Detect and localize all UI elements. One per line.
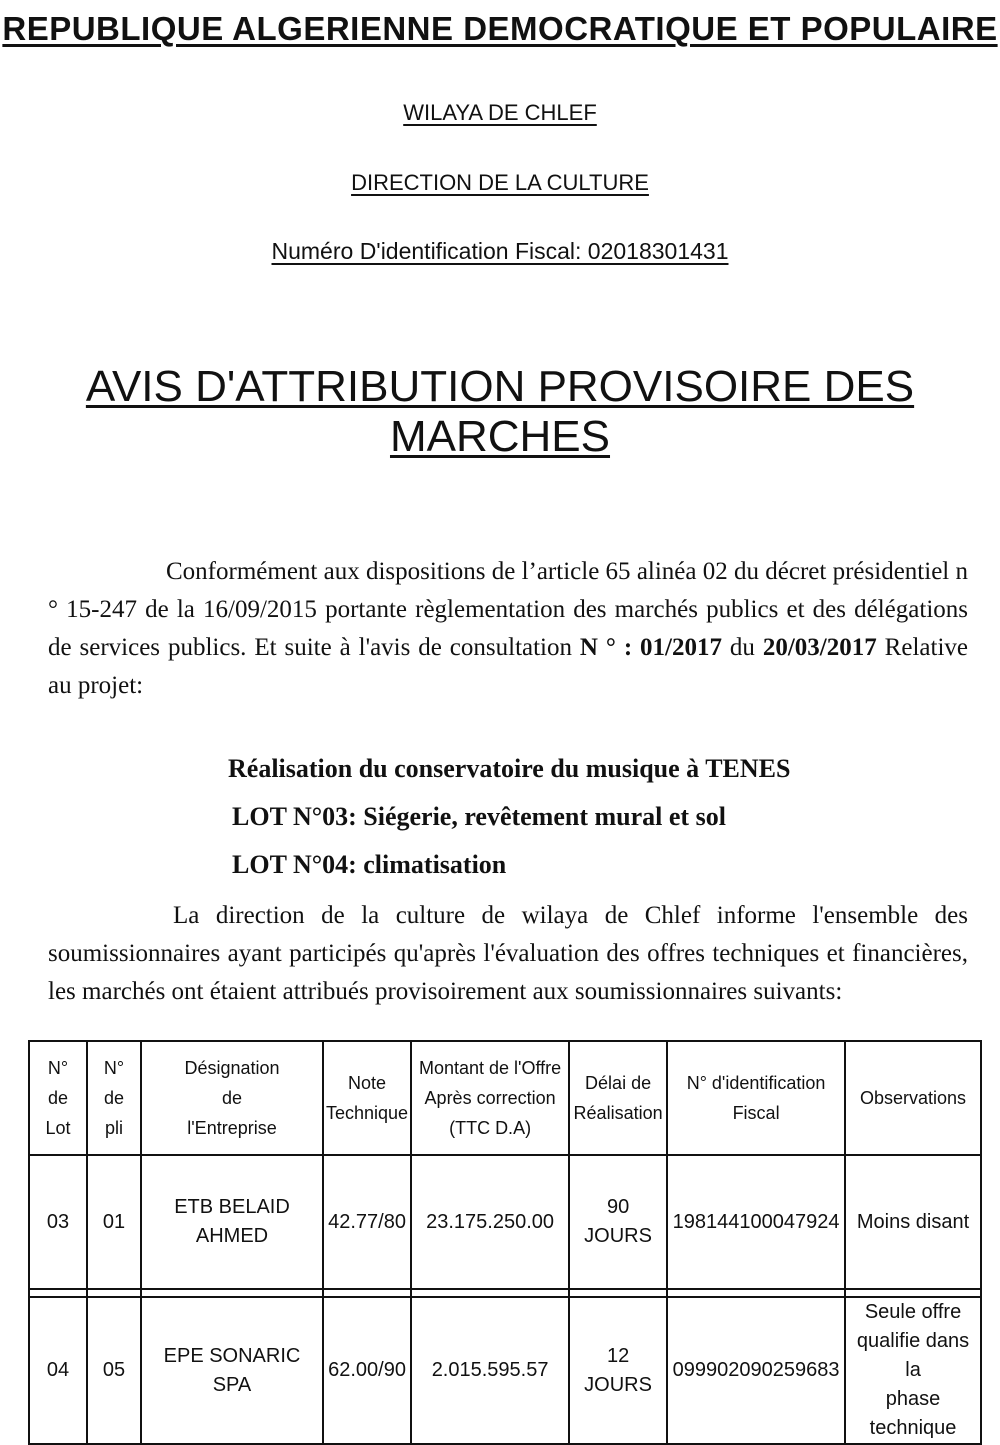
cell-lot: 04 [29,1297,87,1444]
project-lot-3: LOT N°03: Siégerie, revêtement mural et sol [232,802,726,831]
intro-text-a: Conformément aux dispositions de l’article 65 alinéa 02 du décret présidentiel n ° 15-247 de la 16/09/2015 portante règlementation des marchés publics et des délégations de services publics. Et suite à l'avis de consultation [48,558,968,661]
cell-pli: 01 [87,1155,141,1289]
cell-line: qualifie dans la [856,1330,970,1381]
cell-line: Technique [326,1103,409,1123]
direction-heading: DIRECTION DE LA CULTURE [351,170,649,195]
intro-paragraph [48,553,968,705]
cell-delai: 90 JOURS [569,1155,667,1289]
header-observations: Observations [845,1041,981,1155]
cell-pli: 05 [87,1297,141,1444]
cell-line: Lot [45,1118,71,1138]
intro-text-b: du [722,634,763,661]
cell-line: Note [348,1073,387,1093]
cell-line: AHMED [195,1225,269,1247]
cell-line: Moins disant [856,1210,970,1233]
cell-line: de [103,1088,125,1108]
table-row [29,1155,981,1289]
cell-nif: 099902090259683 [667,1297,845,1444]
cell-line: Désignation [184,1058,280,1078]
attribution-table [28,1040,982,1445]
wilaya-heading: WILAYA DE CHLEF [403,100,597,125]
republic-heading: REPUBLIQUE ALGERIENNE DEMOCRATIQUE ET POPULAIRE [2,10,998,47]
header-designation [141,1041,323,1155]
header-montant [411,1041,569,1155]
cell-line: N° [103,1058,125,1078]
project-block [228,745,790,889]
cell-line: de [47,1088,69,1108]
cell-line: N° d'identification [686,1073,826,1093]
cell-line: Seule offre [864,1301,962,1323]
header-note [323,1041,411,1155]
table-row [29,1297,981,1444]
cell-line: N° [47,1058,69,1078]
header-nif [667,1041,845,1155]
cell-line: de [221,1088,243,1108]
cell-observations [845,1155,981,1289]
cell-montant: 2.015.595.57 [411,1297,569,1444]
project-lot-4: LOT N°04: climatisation [232,850,507,879]
table-row-separator [29,1289,981,1297]
cell-montant: 23.175.250.00 [411,1155,569,1289]
table-header-row [29,1041,981,1155]
cell-line: Délai de [585,1073,652,1093]
cell-designation [141,1155,323,1289]
fiscal-id-heading: Numéro D'identification Fiscal: 02018301431 [271,238,729,264]
consultation-date: 20/03/2017 [762,634,877,661]
header-lot [29,1041,87,1155]
cell-nif: 198144100047924 [667,1155,845,1289]
cell-line: (TTC D.A) [449,1118,532,1138]
cell-line: Fiscal [732,1103,780,1123]
cell-line: EPE SONARIC SPA [163,1344,301,1396]
cell-line: ETB BELAID [174,1196,290,1218]
cell-line: Après correction [424,1088,556,1108]
header-delai [569,1041,667,1155]
cell-delai: 12 JOURS [569,1297,667,1444]
cell-observations [845,1297,981,1444]
cell-line: Réalisation [573,1103,663,1123]
cell-designation [141,1297,323,1444]
cell-line: Montant de l'Offre [418,1058,562,1078]
project-name: Réalisation du conservatoire du musique à TENES [228,754,791,783]
cell-line: l'Entreprise [187,1118,277,1138]
cell-lot: 03 [29,1155,87,1289]
consultation-number: N ° : 01/2017 [579,634,723,661]
cell-note: 42.77/80 [323,1155,411,1289]
intro-text-c: Relative au projet: [48,634,968,699]
cell-line: pli [104,1118,123,1138]
cell-line: phase technique [869,1388,957,1439]
notice-title: AVIS D'ATTRIBUTION PROVISOIRE DES MARCHES [85,362,915,461]
notice-paragraph: La direction de la culture de wilaya de Chlef informe l'ensemble des soumissionnaires ayant participés qu'après l'évaluation des offres techniques et financières, les marchés ont étaient attribués provisoirement aux soumissionnaires suivants: [48,902,968,1005]
header-pli [87,1041,141,1155]
cell-note: 62.00/90 [323,1297,411,1444]
